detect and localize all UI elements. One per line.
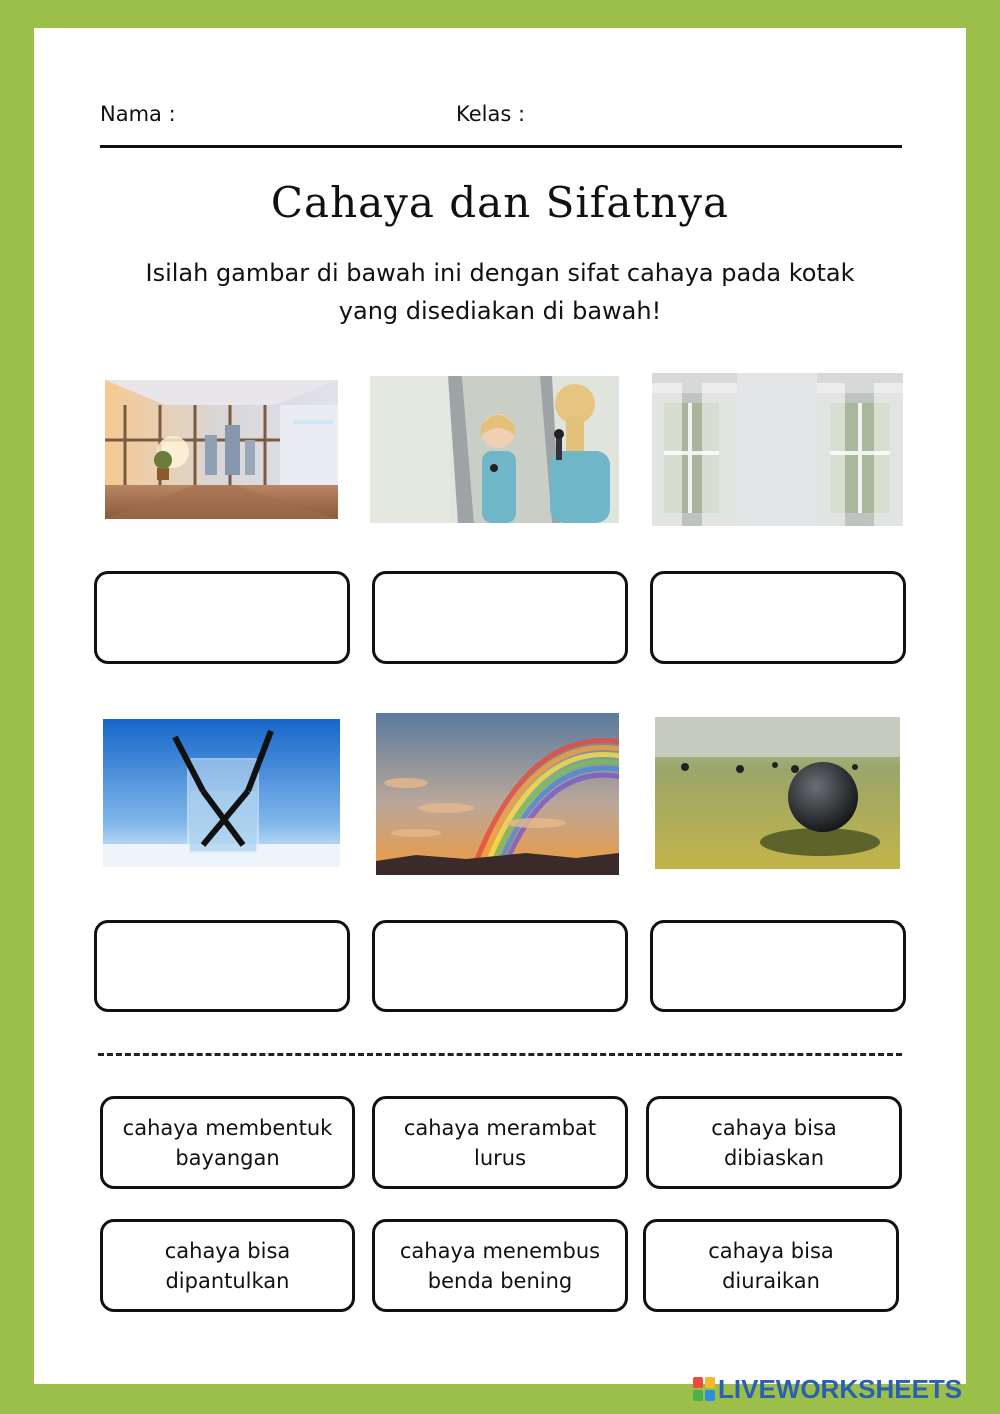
straw-glass-icon (103, 719, 340, 867)
option-card-1[interactable] (100, 1096, 355, 1189)
answer-box-2[interactable] (372, 571, 628, 664)
option-5-line-1: cahaya menembus (399, 1238, 601, 1263)
answer-box-3[interactable] (650, 571, 906, 664)
liveworksheets-logo-icon (693, 1377, 715, 1401)
liveworksheets-watermark (693, 1374, 962, 1404)
option-3-line-2: dibiaskan (723, 1145, 825, 1170)
option-4-line-1: cahaya bisa (164, 1238, 291, 1263)
option-1-line-1: cahaya membentuk (122, 1115, 333, 1140)
option-2-line-2: lurus (473, 1145, 527, 1170)
header-divider (100, 145, 902, 148)
sunlit-room-icon (105, 380, 338, 519)
curtain-window-photo (652, 373, 903, 526)
option-card-5[interactable] (372, 1219, 628, 1312)
option-card-4[interactable] (100, 1219, 355, 1312)
option-card-3[interactable] (646, 1096, 902, 1189)
option-6-line-2: diuraikan (722, 1268, 820, 1293)
rainbow-photo (376, 713, 619, 875)
option-card-2[interactable] (372, 1096, 628, 1189)
answer-box-6[interactable] (650, 920, 906, 1012)
option-2-line-1: cahaya merambat (403, 1115, 597, 1140)
instruction-line-1: Isilah gambar di bawah ini dengan sifat cahaya pada kotak (145, 259, 855, 287)
ball-shadow-photo (655, 717, 900, 869)
option-6-line-1: cahaya bisa (708, 1238, 834, 1263)
rainbow-icon (376, 713, 619, 875)
page-title: Cahaya dan Sifatnya (270, 178, 730, 227)
option-4-line-2: dipantulkan (165, 1268, 290, 1293)
ball-shadow-icon (655, 717, 900, 869)
girl-mirror-photo (370, 376, 619, 523)
option-3-line-1: cahaya bisa (711, 1115, 837, 1140)
curtain-window-icon (652, 373, 903, 526)
answer-box-4[interactable] (94, 920, 350, 1012)
option-1-line-2: bayangan (175, 1145, 280, 1170)
sunlit-room-photo (105, 380, 338, 519)
straw-glass-photo (103, 719, 340, 867)
girl-mirror-icon (370, 376, 619, 523)
watermark-text: LIVEWORKSHEETS (718, 1373, 963, 1404)
instruction-line-2: yang disediakan di bawah! (338, 297, 662, 325)
instruction-text (100, 254, 900, 330)
option-card-6[interactable] (643, 1219, 899, 1312)
answer-box-5[interactable] (372, 920, 628, 1012)
cut-divider (98, 1053, 902, 1056)
answer-box-1[interactable] (94, 571, 350, 664)
class-label: Kelas : (456, 102, 526, 126)
option-5-line-2: benda bening (427, 1268, 573, 1293)
name-label: Nama : (100, 102, 176, 126)
